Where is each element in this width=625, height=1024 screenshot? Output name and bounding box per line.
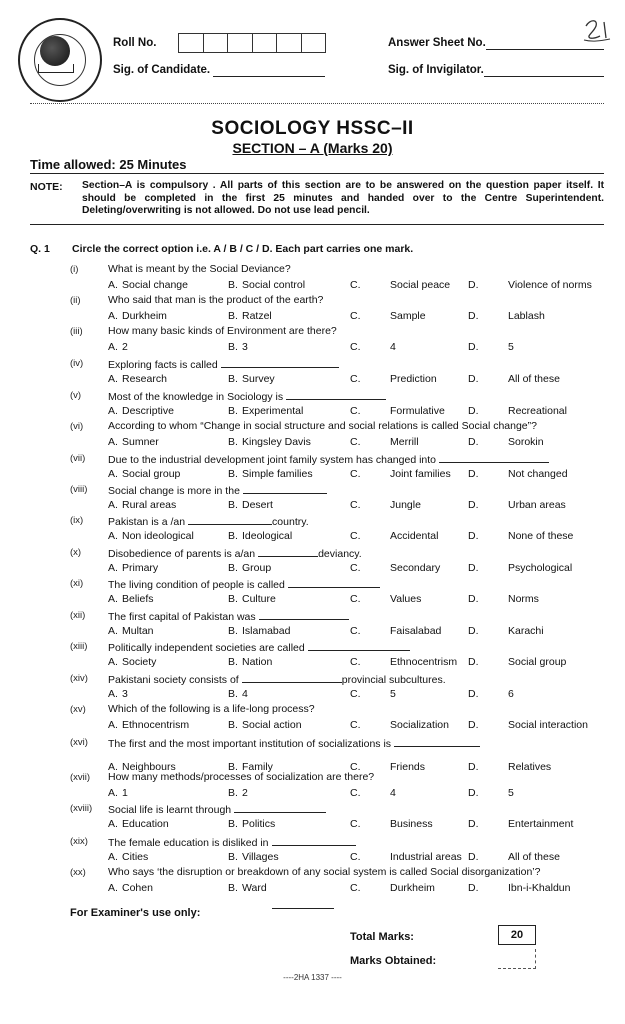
option-b[interactable]: Survey	[242, 373, 275, 385]
option-b[interactable]: 4	[242, 688, 248, 700]
question-number: (xx)	[70, 867, 86, 878]
option-a[interactable]: Non ideological	[122, 530, 194, 542]
option-letter-a[interactable]: A.	[108, 761, 118, 773]
option-letter-a[interactable]: A.	[108, 851, 118, 863]
header-divider	[30, 103, 604, 104]
roll-no-digit-box[interactable]	[204, 34, 229, 52]
question-text	[108, 577, 380, 591]
option-letter-c[interactable]: C.	[350, 625, 361, 637]
option-d[interactable]: Norms	[508, 593, 539, 605]
option-letter-a[interactable]: A.	[108, 530, 118, 542]
option-b[interactable]: Social control	[242, 279, 306, 291]
question-stem: Social life is learnt through	[108, 804, 232, 816]
option-c[interactable]: Formulative	[390, 405, 445, 417]
option-letter-c[interactable]: C.	[350, 468, 361, 480]
question-stem: Who says ‘the disruption or breakdown of any social system is called Social disorganization’?	[108, 866, 541, 878]
time-allowed: Time allowed: 25 Minutes	[30, 157, 187, 172]
option-letter-c[interactable]: C.	[350, 499, 361, 511]
option-letter-a[interactable]: A.	[108, 499, 118, 511]
question-stem-tail: deviancy.	[318, 548, 362, 560]
option-d[interactable]: Violence of norms	[508, 279, 592, 291]
question-text	[108, 771, 374, 783]
option-c[interactable]: Friends	[390, 761, 426, 773]
option-b[interactable]: Simple families	[242, 468, 313, 480]
marks-obtained-label: Marks Obtained:	[350, 955, 437, 967]
option-letter-a[interactable]: A.	[108, 882, 118, 894]
option-a[interactable]: Descriptive	[122, 405, 174, 417]
option-letter-b[interactable]: B.	[228, 468, 238, 480]
option-letter-a[interactable]: A.	[108, 436, 118, 448]
rule-top	[30, 173, 604, 174]
question-number: (vi)	[70, 421, 84, 432]
question-text	[108, 483, 327, 497]
option-c[interactable]: Accidental	[390, 530, 439, 542]
option-b[interactable]: Kingsley Davis	[242, 436, 311, 448]
option-letter-d[interactable]: D.	[468, 562, 479, 574]
roll-no-digit-box[interactable]	[253, 34, 278, 52]
option-letter-d[interactable]: D.	[468, 499, 479, 511]
option-letter-a[interactable]: A.	[108, 656, 118, 668]
option-letter-c[interactable]: C.	[350, 593, 361, 605]
option-b[interactable]: Islamabad	[242, 625, 291, 637]
option-c[interactable]: Business	[390, 818, 433, 830]
option-letter-a[interactable]: A.	[108, 373, 118, 385]
option-a[interactable]: Social group	[122, 468, 181, 480]
option-d[interactable]: Sorokin	[508, 436, 544, 448]
option-a[interactable]: Sumner	[122, 436, 159, 448]
option-a[interactable]: Research	[122, 373, 167, 385]
option-d[interactable]: Psychological	[508, 562, 573, 574]
option-letter-c[interactable]: C.	[350, 341, 361, 353]
question-text	[108, 420, 537, 432]
answer-blank[interactable]	[258, 546, 318, 557]
option-letter-b[interactable]: B.	[228, 882, 238, 894]
option-a[interactable]: Primary	[122, 562, 159, 574]
option-letter-d[interactable]: D.	[468, 625, 479, 637]
roll-no-digit-box[interactable]	[179, 34, 204, 52]
question-stem-tail: country.	[272, 516, 309, 528]
answer-line-xx[interactable]	[272, 908, 334, 909]
option-letter-d[interactable]: D.	[468, 373, 479, 385]
question-number: (ii)	[70, 295, 81, 306]
option-letter-b[interactable]: B.	[228, 499, 238, 511]
option-letter-b[interactable]: B.	[228, 279, 238, 291]
option-a[interactable]: 1	[122, 787, 128, 799]
question-text	[108, 294, 323, 306]
option-c[interactable]: Sample	[390, 310, 426, 322]
option-a[interactable]: Durkheim	[122, 310, 167, 322]
option-a[interactable]: 2	[122, 341, 128, 353]
answer-blank[interactable]	[272, 835, 356, 846]
question-stem: Most of the knowledge in Sociology is	[108, 391, 284, 403]
option-d[interactable]: Karachi	[508, 625, 544, 637]
question-stem: The first capital of Pakistan was	[108, 611, 256, 623]
option-d[interactable]: 6	[508, 688, 514, 700]
option-letter-b[interactable]: B.	[228, 436, 238, 448]
option-letter-d[interactable]: D.	[468, 310, 479, 322]
option-b[interactable]: Politics	[242, 818, 276, 830]
option-c[interactable]: Jungle	[390, 499, 421, 511]
option-c[interactable]: Socialization	[390, 719, 449, 731]
question-text	[108, 703, 315, 715]
option-b[interactable]: Ward	[242, 882, 267, 894]
question-number: (xii)	[70, 610, 86, 621]
option-letter-b[interactable]: B.	[228, 593, 238, 605]
option-c[interactable]: Industrial areas	[390, 851, 462, 863]
option-letter-d[interactable]: D.	[468, 341, 479, 353]
option-letter-a[interactable]: A.	[108, 625, 118, 637]
question-stem: Pakistani society consists of	[108, 674, 239, 686]
option-letter-d[interactable]: D.	[468, 530, 479, 542]
question-number: (ix)	[70, 515, 84, 526]
option-d[interactable]: Entertainment	[508, 818, 574, 830]
option-b[interactable]: Culture	[242, 593, 276, 605]
question-stem-tail: provincial subcultures.	[341, 674, 446, 686]
option-a[interactable]: Cohen	[122, 882, 153, 894]
question-text	[108, 802, 326, 816]
option-letter-c[interactable]: C.	[350, 436, 361, 448]
option-letter-c[interactable]: C.	[350, 787, 361, 799]
option-d[interactable]: All of these	[508, 373, 560, 385]
option-letter-c[interactable]: C.	[350, 656, 361, 668]
answer-blank[interactable]	[188, 514, 272, 525]
option-letter-a[interactable]: A.	[108, 405, 118, 417]
option-letter-b[interactable]: B.	[228, 688, 238, 700]
option-letter-c[interactable]: C.	[350, 851, 361, 863]
option-letter-d[interactable]: D.	[468, 851, 479, 863]
option-d[interactable]: 5	[508, 787, 514, 799]
option-letter-a[interactable]: A.	[108, 719, 118, 731]
note-label: NOTE:	[30, 181, 63, 193]
roll-no-digit-box[interactable]	[302, 34, 326, 52]
question-number: (x)	[70, 547, 82, 558]
option-letter-a[interactable]: A.	[108, 593, 118, 605]
option-c[interactable]: Ethnocentrism	[390, 656, 458, 668]
option-d[interactable]: Social interaction	[508, 719, 588, 731]
answer-blank[interactable]	[394, 736, 480, 747]
option-letter-c[interactable]: C.	[350, 405, 361, 417]
option-c[interactable]: Prediction	[390, 373, 437, 385]
question-text	[108, 672, 446, 686]
option-c[interactable]: 5	[390, 688, 396, 700]
option-letter-d[interactable]: D.	[468, 279, 479, 291]
question-text	[108, 452, 549, 466]
option-letter-c[interactable]: C.	[350, 719, 361, 731]
option-c[interactable]: Faisalabad	[390, 625, 442, 637]
footer-code: ----2HA 1337 ----	[283, 973, 342, 982]
option-letter-b[interactable]: B.	[228, 625, 238, 637]
option-d[interactable]: Social group	[508, 656, 567, 668]
question-text	[108, 389, 386, 403]
option-b[interactable]: Group	[242, 562, 272, 574]
option-letter-b[interactable]: B.	[228, 341, 238, 353]
globe-icon	[40, 36, 70, 66]
question-stem: Disobedience of parents is a/an	[108, 548, 256, 560]
option-letter-d[interactable]: D.	[468, 818, 479, 830]
question-number: (viii)	[70, 484, 88, 495]
option-letter-c[interactable]: C.	[350, 761, 361, 773]
question-number: (xiv)	[70, 673, 88, 684]
answer-blank[interactable]	[439, 452, 549, 463]
board-seal-logo	[18, 18, 102, 102]
option-letter-b[interactable]: B.	[228, 405, 238, 417]
option-letter-a[interactable]: A.	[108, 279, 118, 291]
sig-candidate-line[interactable]	[213, 76, 325, 77]
question-stem: Pakistan is a /an	[108, 516, 186, 528]
question-number: (vii)	[70, 453, 86, 464]
question-number: (xv)	[70, 704, 86, 715]
option-letter-a[interactable]: A.	[108, 341, 118, 353]
total-marks-box: 20	[498, 925, 536, 945]
option-c[interactable]: Merrill	[390, 436, 419, 448]
option-b[interactable]: Ideological	[242, 530, 293, 542]
question-number: (xix)	[70, 836, 88, 847]
option-b[interactable]: Social action	[242, 719, 302, 731]
question-text	[108, 640, 410, 654]
question-stem: What is meant by the Social Deviance?	[108, 263, 291, 275]
option-c[interactable]: 4	[390, 787, 396, 799]
question-number: (xvii)	[70, 772, 91, 783]
option-letter-b[interactable]: B.	[228, 656, 238, 668]
handwritten-corner-mark	[582, 16, 612, 44]
option-letter-d[interactable]: D.	[468, 688, 479, 700]
option-b[interactable]: Desert	[242, 499, 273, 511]
page-title: SOCIOLOGY HSSC–II	[211, 118, 414, 139]
answer-blank[interactable]	[242, 672, 342, 683]
option-letter-c[interactable]: C.	[350, 530, 361, 542]
option-letter-d[interactable]: D.	[468, 761, 479, 773]
option-d[interactable]: Ibn-i-Khaldun	[508, 882, 571, 894]
answer-blank[interactable]	[288, 577, 380, 588]
section-title: SECTION – A (Marks 20)	[232, 140, 393, 156]
option-b[interactable]: Ratzel	[242, 310, 272, 322]
answer-blank[interactable]	[234, 802, 326, 813]
question-stem: How many methods/processes of socialization are there?	[108, 771, 375, 783]
option-letter-b[interactable]: B.	[228, 562, 238, 574]
question-text	[108, 835, 356, 849]
option-letter-d[interactable]: D.	[468, 405, 479, 417]
sig-invigilator-line[interactable]	[484, 76, 604, 77]
option-letter-d[interactable]: D.	[468, 787, 479, 799]
option-letter-a[interactable]: A.	[108, 562, 118, 574]
option-letter-b[interactable]: B.	[228, 818, 238, 830]
option-letter-c[interactable]: C.	[350, 373, 361, 385]
option-c[interactable]: Secondary	[390, 562, 441, 574]
roll-no-boxes[interactable]	[178, 33, 326, 53]
option-letter-c[interactable]: C.	[350, 882, 361, 894]
option-letter-d[interactable]: D.	[468, 593, 479, 605]
option-d[interactable]: Relatives	[508, 761, 552, 773]
option-letter-b[interactable]: B.	[228, 787, 238, 799]
option-a[interactable]: Multan	[122, 625, 154, 637]
option-d[interactable]: 5	[508, 341, 514, 353]
q1-label: Q. 1	[30, 243, 50, 255]
answer-blank[interactable]	[259, 609, 349, 620]
option-letter-b[interactable]: B.	[228, 530, 238, 542]
option-d[interactable]: None of these	[508, 530, 574, 542]
question-text	[108, 263, 291, 275]
question-number: (v)	[70, 390, 82, 401]
answer-sheet-line[interactable]	[486, 49, 604, 50]
answer-sheet-label: Answer Sheet No.	[388, 37, 486, 49]
option-b[interactable]: Nation	[242, 656, 273, 668]
option-b[interactable]: 3	[242, 341, 248, 353]
option-letter-a[interactable]: A.	[108, 468, 118, 480]
question-number: (i)	[70, 264, 79, 275]
option-letter-a[interactable]: A.	[108, 818, 118, 830]
question-number: (xiii)	[70, 641, 88, 652]
option-c[interactable]: 4	[390, 341, 396, 353]
option-letter-d[interactable]: D.	[468, 468, 479, 480]
option-b[interactable]: 2	[242, 787, 248, 799]
rule-bottom	[30, 224, 604, 225]
option-a[interactable]: Society	[122, 656, 157, 668]
option-letter-c[interactable]: C.	[350, 310, 361, 322]
option-letter-b[interactable]: B.	[228, 310, 238, 322]
sig-invigilator-label: Sig. of Invigilator.	[388, 64, 484, 76]
option-a[interactable]: Cities	[122, 851, 149, 863]
option-letter-d[interactable]: D.	[468, 436, 479, 448]
option-b[interactable]: Family	[242, 761, 273, 773]
roll-no-digit-box[interactable]	[277, 34, 302, 52]
option-a[interactable]: Rural areas	[122, 499, 177, 511]
option-d[interactable]: Urban areas	[508, 499, 566, 511]
option-a[interactable]: Education	[122, 818, 169, 830]
roll-no-digit-box[interactable]	[228, 34, 253, 52]
roll-no-label: Roll No.	[113, 37, 157, 49]
q1-instruction: Circle the correct option i.e. A / B / C / D. Each part carries one mark.	[72, 243, 414, 255]
note-text: Section–A is compulsory . All parts of this section are to be answered on the question paper itself. It should be completed in the first 25 minutes and handed over to the Centre Superintendent. Deleting/overwriting is not allowed. Do not use lead pencil.	[82, 180, 604, 216]
option-letter-c[interactable]: C.	[350, 279, 361, 291]
option-a[interactable]: Beliefs	[122, 593, 154, 605]
question-text	[108, 546, 362, 560]
option-b[interactable]: Villages	[242, 851, 279, 863]
question-stem: The female education is disliked in	[108, 837, 269, 849]
option-c[interactable]: Joint families	[390, 468, 451, 480]
option-c[interactable]: Durkheim	[390, 882, 435, 894]
option-letter-c[interactable]: C.	[350, 818, 361, 830]
question-text	[108, 609, 349, 623]
question-stem: Social change is more in the	[108, 485, 240, 497]
option-d[interactable]: Recreational	[508, 405, 567, 417]
option-letter-b[interactable]: B.	[228, 719, 238, 731]
option-letter-a[interactable]: A.	[108, 787, 118, 799]
question-stem: The first and the most important institution of socializations is	[108, 738, 392, 750]
question-stem: The living condition of people is called	[108, 579, 285, 591]
question-text	[108, 357, 339, 371]
option-letter-c[interactable]: C.	[350, 688, 361, 700]
option-d[interactable]: Lablash	[508, 310, 545, 322]
question-stem: According to whom “Change in social structure and social relations is called Social change”?	[108, 420, 537, 432]
question-number: (iv)	[70, 358, 84, 369]
option-d[interactable]: Not changed	[508, 468, 568, 480]
question-number: (xvi)	[70, 737, 88, 748]
option-a[interactable]: Social change	[122, 279, 188, 291]
question-stem: Due to the industrial development joint family system has changed into	[108, 454, 437, 466]
option-c[interactable]: Values	[390, 593, 422, 605]
question-stem: How many basic kinds of Environment are there?	[108, 325, 337, 337]
option-letter-d[interactable]: D.	[468, 882, 479, 894]
question-text	[108, 514, 309, 528]
question-text	[108, 325, 337, 337]
question-stem: Which of the following is a life-long process?	[108, 703, 315, 715]
option-letter-d[interactable]: D.	[468, 719, 479, 731]
question-text	[108, 866, 540, 878]
option-a[interactable]: Neighbours	[122, 761, 176, 773]
question-stem: Exploring facts is called	[108, 359, 218, 371]
question-stem: Who said that man is the product of the earth?	[108, 294, 324, 306]
sig-candidate-label: Sig. of Candidate.	[113, 64, 211, 76]
examiner-label: For Examiner's use only:	[70, 907, 201, 919]
option-a[interactable]: 3	[122, 688, 128, 700]
option-letter-b[interactable]: B.	[228, 373, 238, 385]
option-letter-d[interactable]: D.	[468, 656, 479, 668]
option-letter-b[interactable]: B.	[228, 851, 238, 863]
book-icon	[38, 64, 74, 73]
question-number: (iii)	[70, 326, 83, 337]
question-number: (xi)	[70, 578, 84, 589]
marks-obtained-box[interactable]	[498, 949, 536, 969]
answer-blank[interactable]	[221, 357, 339, 368]
answer-blank[interactable]	[286, 389, 386, 400]
option-c[interactable]: Social peace	[390, 279, 451, 291]
total-marks-label: Total Marks:	[350, 931, 414, 943]
option-a[interactable]: Ethnocentrism	[122, 719, 190, 731]
option-b[interactable]: Experimental	[242, 405, 304, 417]
question-text	[108, 736, 480, 750]
answer-blank[interactable]	[308, 640, 410, 651]
answer-blank[interactable]	[243, 483, 327, 494]
option-letter-b[interactable]: B.	[228, 761, 238, 773]
option-letter-a[interactable]: A.	[108, 688, 118, 700]
question-stem: Politically independent societies are called	[108, 642, 305, 654]
option-letter-a[interactable]: A.	[108, 310, 118, 322]
option-letter-c[interactable]: C.	[350, 562, 361, 574]
question-number: (xviii)	[70, 803, 93, 814]
option-d[interactable]: All of these	[508, 851, 560, 863]
